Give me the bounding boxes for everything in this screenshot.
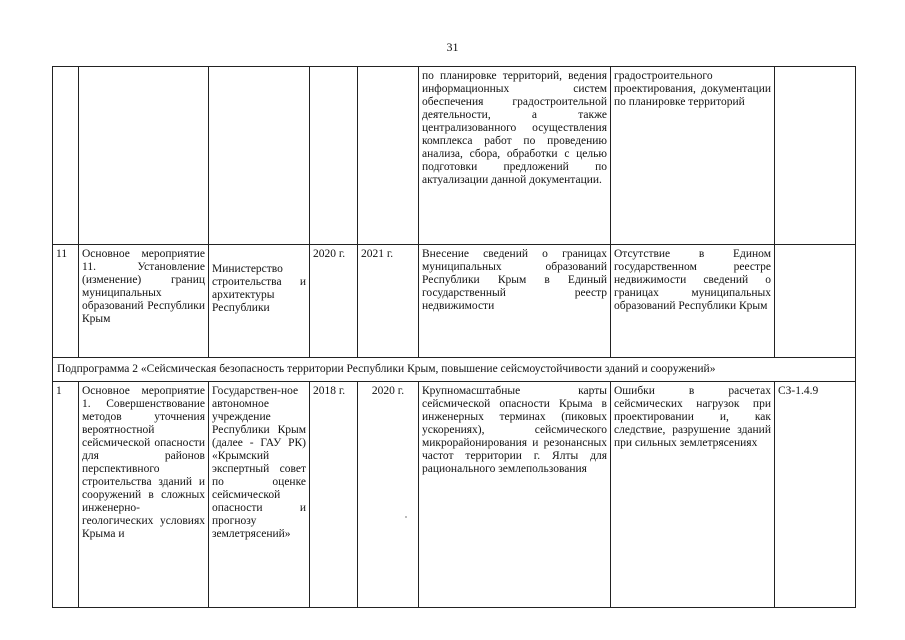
cell-activity: по планировке территорий, ведения информационных систем обеспечения градостроительной деятельности, а также централизованного осуществления комплекса работ по проведению анализа, сбора, обработки с целью подготовки предложений по актуализации данной документации. <box>419 67 611 245</box>
cell-end: 2021 г. <box>358 245 419 357</box>
table-row-11 <box>53 245 856 357</box>
cell-start: 2018 г. <box>310 381 358 607</box>
table-row-1 <box>53 381 856 607</box>
program-table <box>52 66 856 608</box>
cell-code <box>775 67 856 245</box>
cell-consequence: градостроительного проектирования, документации по планировке территорий <box>611 67 775 245</box>
cell-executor <box>209 67 310 245</box>
page-number: 31 <box>446 40 459 54</box>
cell-activity: Крупномасштабные карты сейсмической опасности Крыма в инженерных терминах (пиковых ускорениях), сейсмического микрорайонирования и резонансных частот территории г. Ялты для рационального землепользования <box>419 381 611 607</box>
cell-code: СЗ-1.4.9 <box>775 381 856 607</box>
cell-event: Основное мероприятие 11. Установление (изменение) границ муниципальных образований Республики Крым <box>79 245 209 357</box>
cell-num: 11 <box>53 245 79 357</box>
cell-executor: Государствен-ное автономное учреждение Республики Крым (далее - ГАУ РК) «Крымский экспертный совет по оценке сейсмической опасности и прогнозу землетрясений» <box>209 381 310 607</box>
cell-consequence: Отсутствие в Едином государственном реестре недвижимости сведений о границах муниципальных образований Республики Крым <box>611 245 775 357</box>
cell-num <box>53 67 79 245</box>
cell-executor: Министерство строительства и архитектуры Республики <box>209 245 310 357</box>
table-row-continued <box>53 67 856 245</box>
cell-start: 2020 г. <box>310 245 358 357</box>
cell-event <box>79 67 209 245</box>
cell-event: Основное мероприятие 1. Совершенствование методов уточнения вероятностной сейсмической опасности для районов перспективного строительства зданий и сооружений в сложных инженерно-геологических условиях Крыма и <box>79 381 209 607</box>
scan-speck <box>405 516 407 518</box>
cell-code <box>775 245 856 357</box>
subprogram-title: Подпрограмма 2 «Сейсмическая безопасность территории Республики Крым, повышение сейсмоустойчивости зданий и сооружений» <box>53 357 856 381</box>
cell-end: 2020 г. <box>358 381 419 607</box>
subprogram-row <box>53 357 856 381</box>
cell-end <box>358 67 419 245</box>
cell-num: 1 <box>53 381 79 607</box>
cell-start <box>310 67 358 245</box>
cell-activity: Внесение сведений о границах муниципальных образований Республики Крым в Единый государственный реестр недвижимости <box>419 245 611 357</box>
cell-consequence: Ошибки в расчетах сейсмических нагрузок при проектировании и, как следствие, разрушение зданий при сильных землетрясениях <box>611 381 775 607</box>
